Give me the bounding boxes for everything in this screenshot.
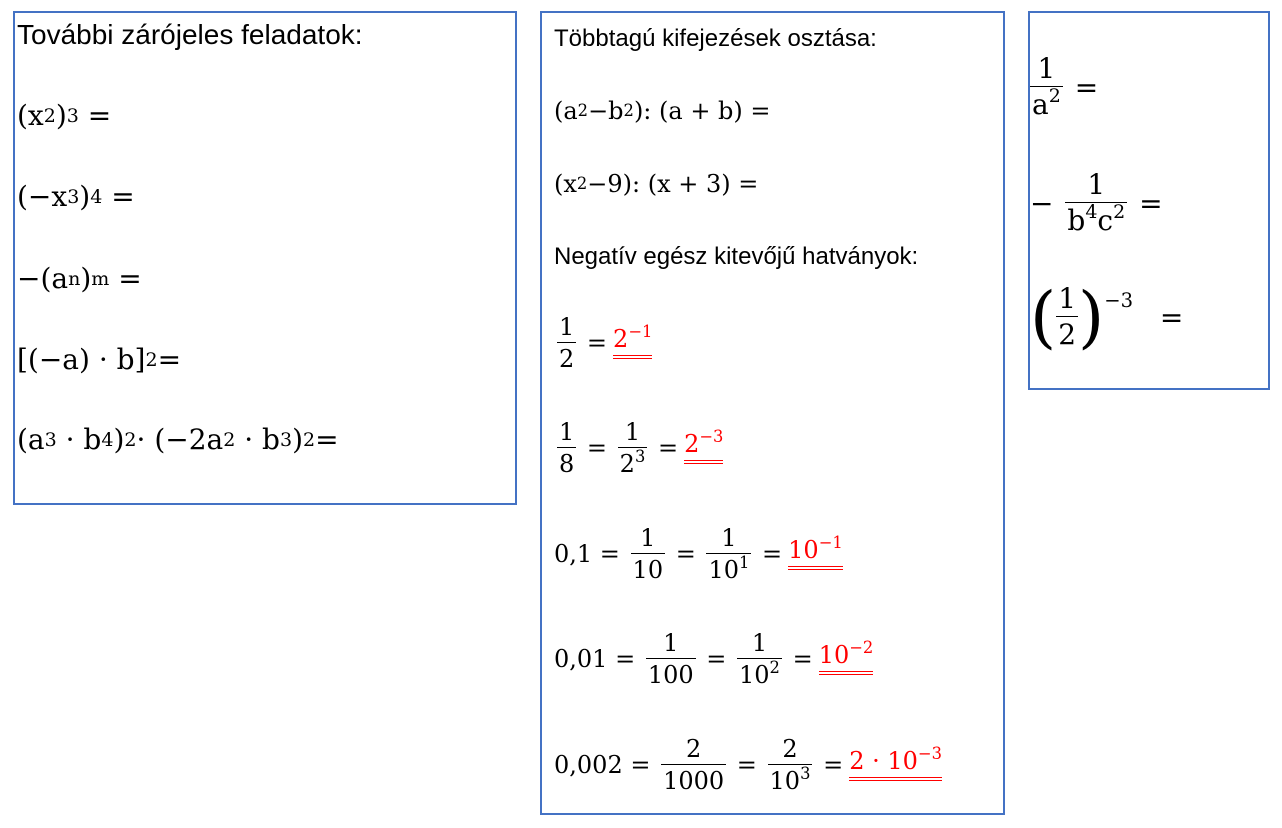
neg-exp-row-5: 0,002 = $\frac{2}{1000}$ = $\frac{2}{10^3}$ = $2 \cdot 10^{-3}$ [554, 735, 942, 795]
division-expr-2: (x 2 −9): (x + 3) = [554, 170, 759, 198]
neg-exp-row-2: $\frac{1}{8}$ = $\frac{1}{2^3}$ = $2^{-3}$ [559, 418, 724, 478]
expr-4: [(−a) · b] 2 = [17, 343, 182, 376]
neg-exp-row-4: 0,01 = $\frac{1}{100}$ = $\frac{1}{10^2}$ = $10^{-2}$ [554, 629, 874, 689]
expr-1: (x 2 ) 3 = [17, 99, 112, 132]
reciprocal-expr-3: ( $\frac{1}{2}$ ) −3 = [1030, 277, 1184, 356]
neg-exp-row-3: 0,1 = $\frac{1}{10}$ = $\frac{1}{10^1}$ = $10^{-1}$ [554, 524, 843, 584]
middle-panel [540, 11, 1005, 815]
reciprocal-expr-1: $\frac{1}{a^2}$ = [1032, 52, 1099, 121]
neg-exp-row-1: $\frac{1}{2}$ = $2^{-1}$ [559, 313, 653, 373]
expr-3: −(a n ) m = [17, 262, 142, 295]
left-panel-title: További zárójeles feladatok: [17, 19, 363, 50]
right-panel [1028, 11, 1270, 390]
expr-2: (−x 3 ) 4 = [17, 180, 135, 213]
expr-5: (a 3 · b 4 ) 2 · (−2a 2 · b 3 ) 2 = [17, 423, 339, 456]
reciprocal-expr-2: − $\frac{1}{b^4c^2}$ = [1030, 168, 1163, 237]
middle-panel-title: Többtagú kifejezések osztása: [554, 25, 877, 52]
left-panel [13, 11, 517, 505]
negative-exponent-title: Negatív egész kitevőjű hatványok: [554, 243, 919, 270]
division-expr-1: (a 2 −b 2 ): (a + b) = [554, 97, 771, 125]
